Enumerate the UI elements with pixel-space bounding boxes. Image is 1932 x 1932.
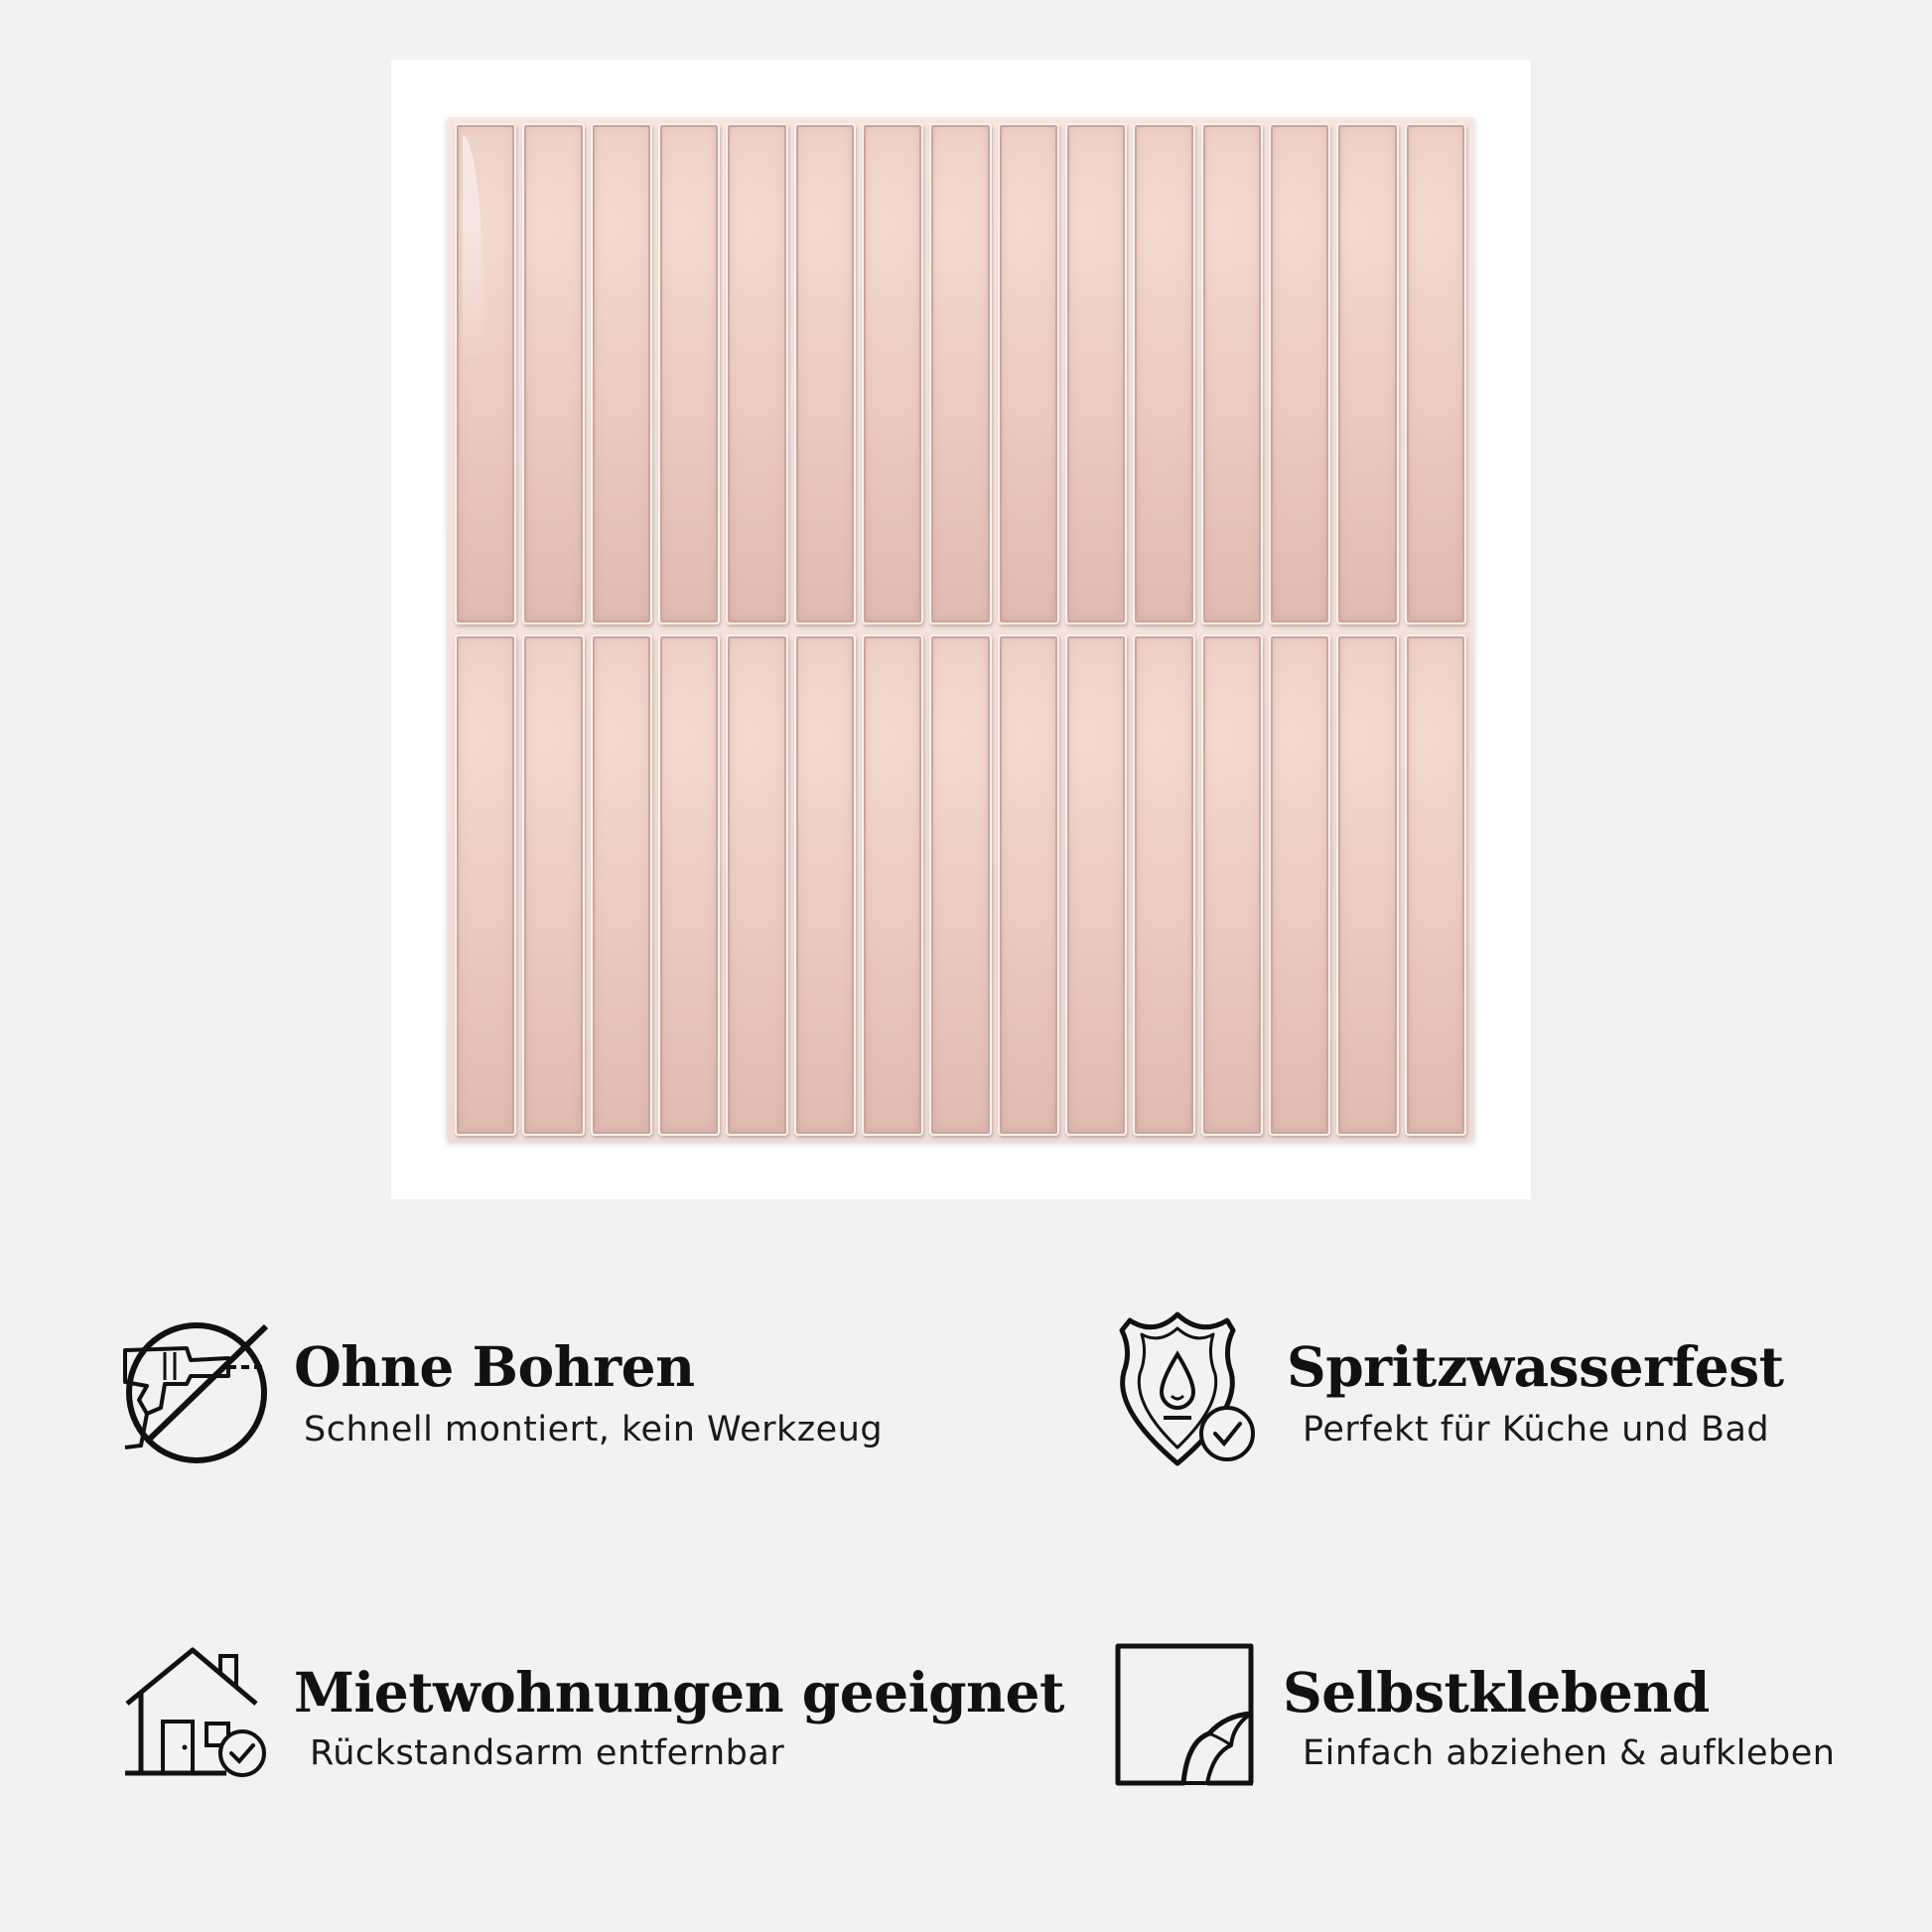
tile	[1133, 634, 1194, 1136]
tile	[1405, 123, 1466, 624]
tile	[455, 123, 516, 624]
tile	[1133, 123, 1194, 624]
tile	[794, 123, 856, 624]
feature-title: Selbstklebend	[1283, 1660, 1710, 1725]
tile	[929, 123, 991, 624]
tile	[591, 634, 652, 1136]
tile	[794, 634, 856, 1136]
feature-subtitle: Perfekt für Küche und Bad	[1303, 1410, 1770, 1449]
tile	[726, 123, 787, 624]
tile	[1065, 634, 1127, 1136]
tile	[998, 123, 1059, 624]
feature-title: Mietwohnungen geeignet	[294, 1660, 1064, 1725]
house-check-icon	[123, 1644, 272, 1781]
tile	[522, 123, 584, 624]
tile	[862, 123, 923, 624]
tile	[591, 123, 652, 624]
tile	[726, 634, 787, 1136]
feature-subtitle: Schnell montiert, kein Werkzeug	[304, 1410, 884, 1449]
tile-sheet	[447, 117, 1474, 1142]
tile	[998, 634, 1059, 1136]
tile	[522, 634, 584, 1136]
water-shield-icon	[1110, 1311, 1259, 1469]
tile	[1405, 634, 1466, 1136]
tile	[862, 634, 923, 1136]
feature-subtitle: Rückstandsarm entfernbar	[310, 1733, 785, 1773]
tile	[658, 123, 720, 624]
feature-subtitle: Einfach abziehen & aufkleben	[1303, 1733, 1836, 1773]
tile	[1269, 634, 1330, 1136]
tile	[929, 634, 991, 1136]
no-drill-icon	[117, 1318, 276, 1467]
tile	[1336, 123, 1398, 624]
tile-grid	[447, 117, 1474, 1142]
feature-title: Ohne Bohren	[294, 1334, 695, 1399]
tile	[1336, 634, 1398, 1136]
tile	[1201, 123, 1263, 624]
tile	[455, 634, 516, 1136]
tile	[658, 634, 720, 1136]
product-image-card	[391, 60, 1531, 1199]
feature-title: Spritzwasserfest	[1287, 1334, 1784, 1399]
tile	[1201, 634, 1263, 1136]
tile	[1269, 123, 1330, 624]
peel-sticker-icon	[1114, 1642, 1257, 1787]
tile	[1065, 123, 1127, 624]
